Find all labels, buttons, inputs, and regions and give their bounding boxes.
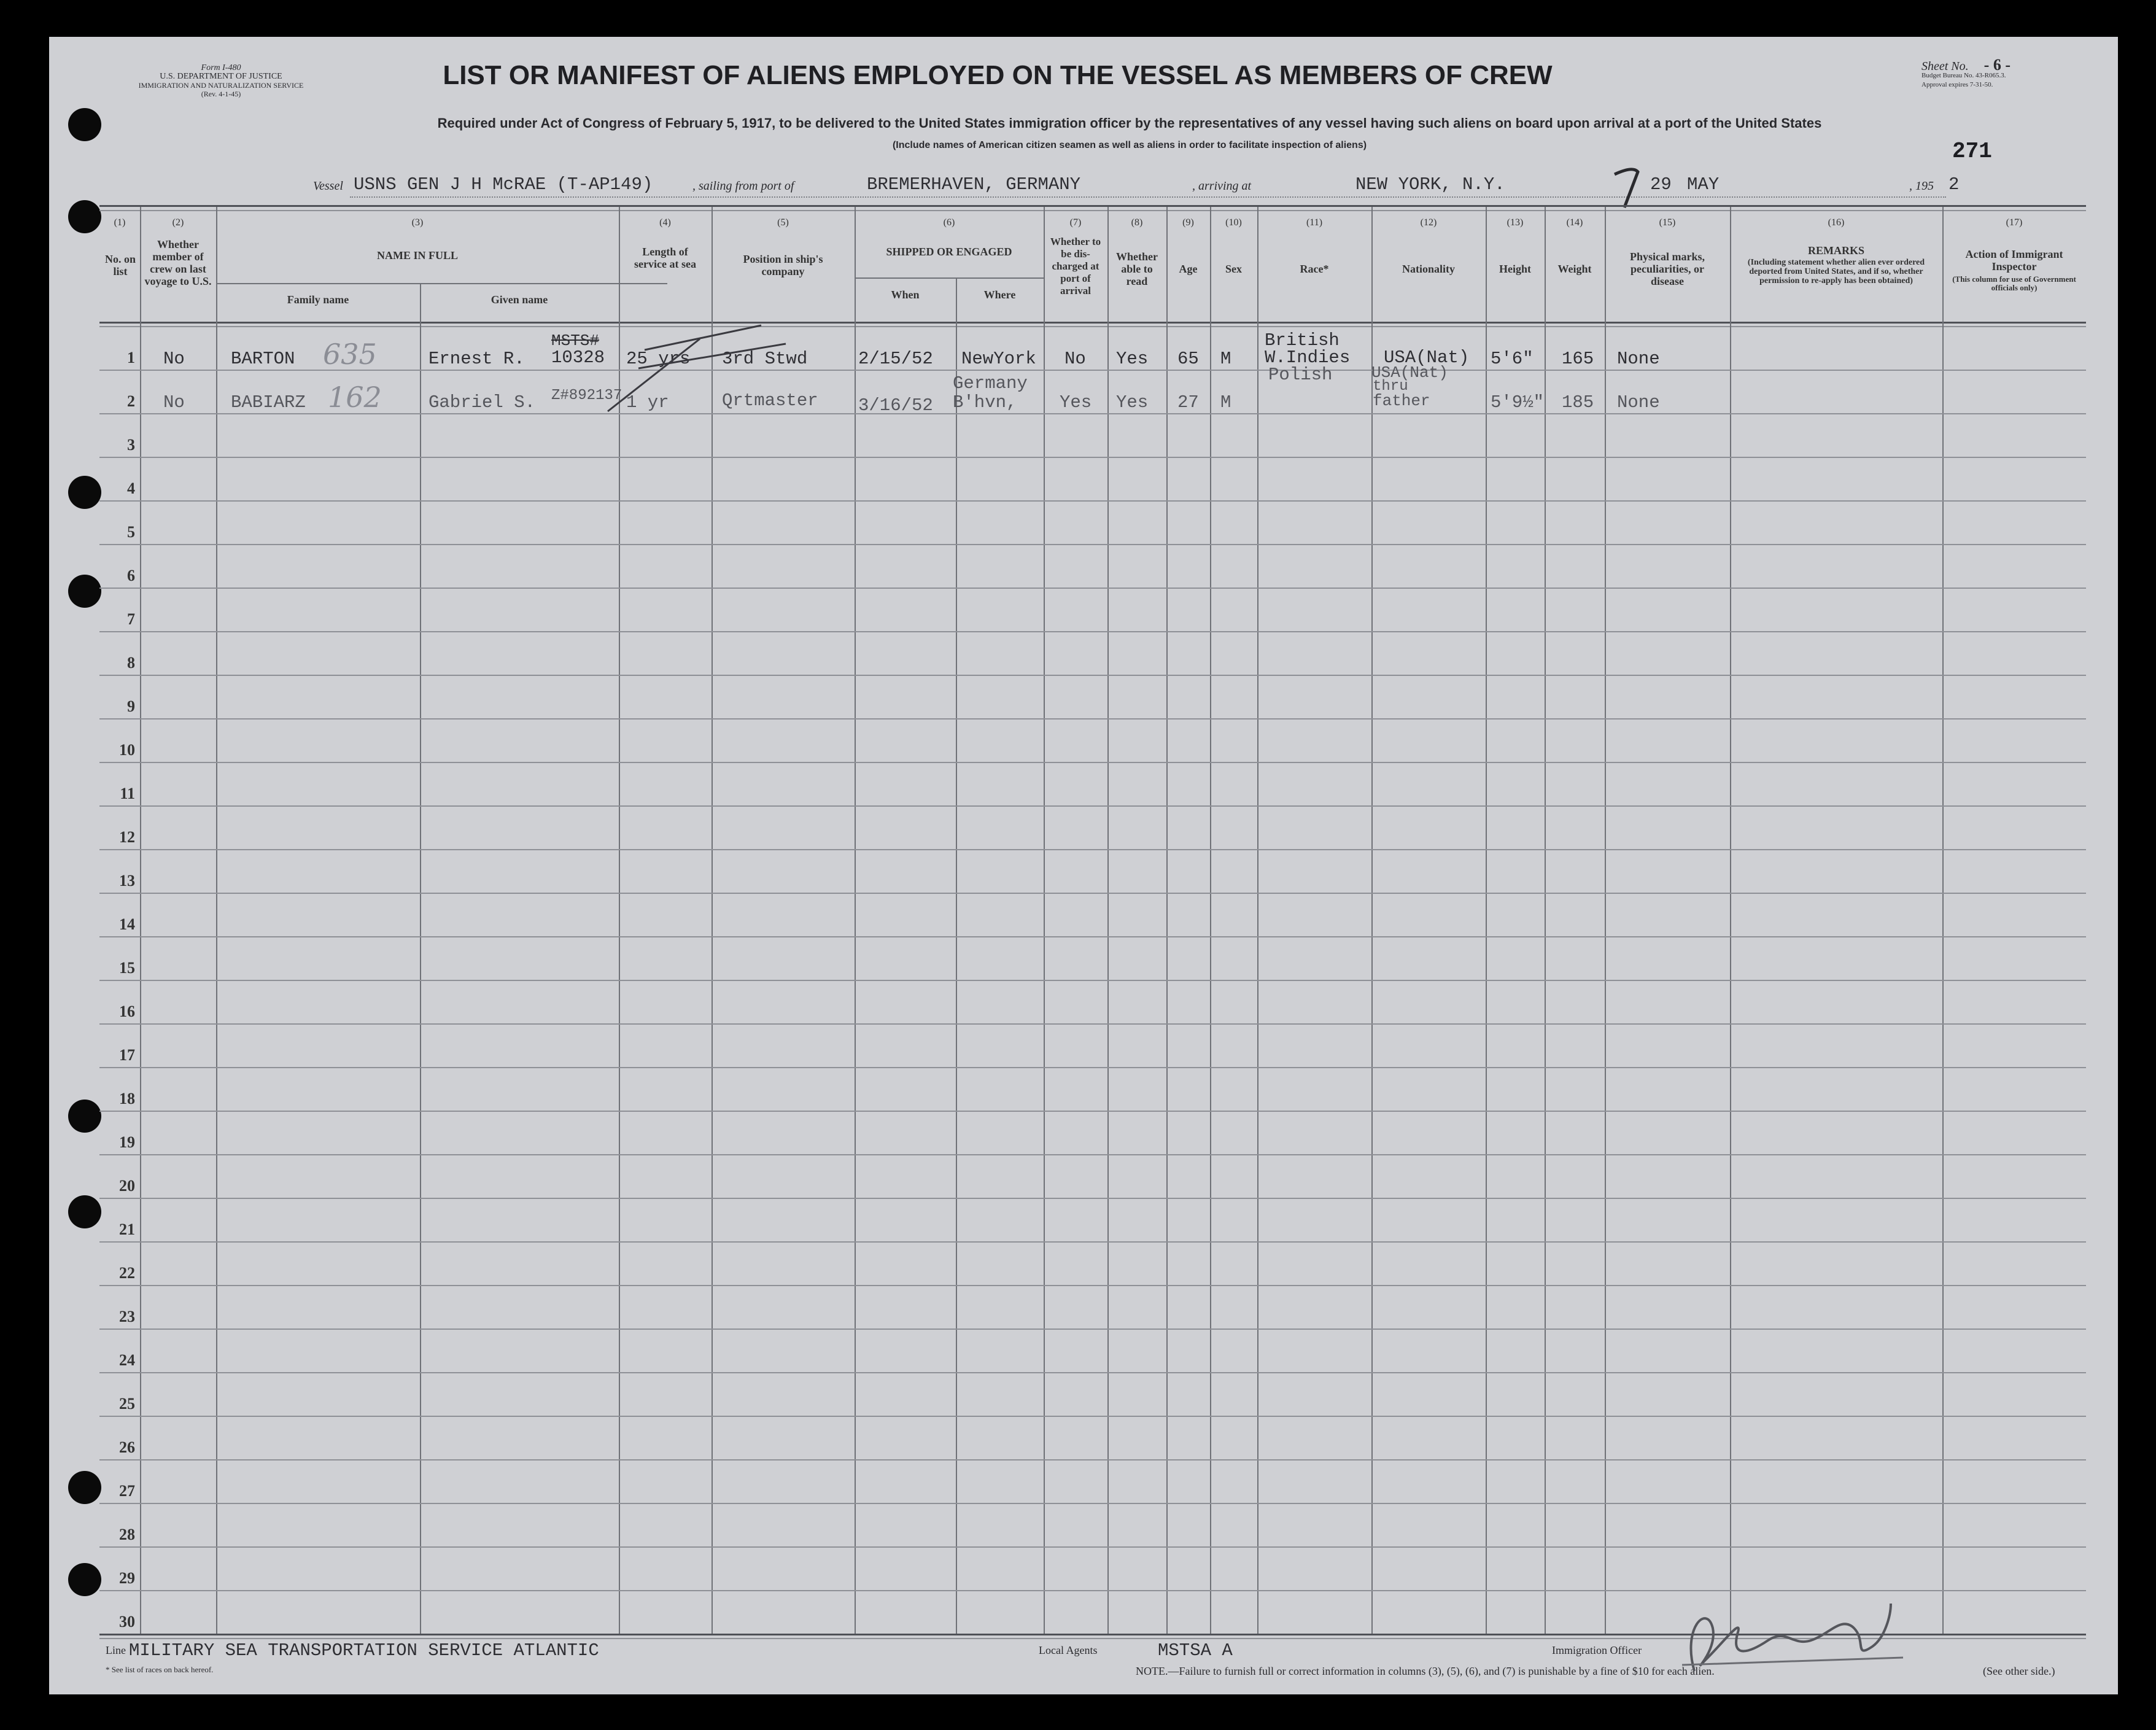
col-divider	[1371, 207, 1373, 1635]
binder-hole	[68, 1471, 101, 1504]
cell-where: B'hvn,	[953, 392, 1017, 413]
cell-service-length: 25 yrs	[626, 349, 691, 369]
footer-races-note: * See list of races on back hereof.	[106, 1665, 214, 1674]
sailing-port: BREMERHAVEN, GERMANY	[867, 174, 1081, 195]
col-divider	[216, 207, 217, 1635]
footer-line-label: Line	[106, 1644, 126, 1656]
row-rule	[99, 1372, 2086, 1373]
col-divider	[140, 207, 141, 1635]
row-number: 11	[120, 785, 135, 802]
row-number: 7	[127, 610, 135, 628]
row-rule	[99, 762, 2086, 763]
row-rule	[99, 1067, 2086, 1068]
cell-handwritten-number: 162	[328, 381, 382, 414]
row-number: 16	[119, 1003, 135, 1020]
row-number: 27	[119, 1482, 135, 1500]
footer-see-other: (See other side.)	[1983, 1665, 2055, 1677]
cell-race: Polish	[1268, 365, 1333, 385]
row-number: 10	[119, 741, 135, 759]
cell-height: 5'6"	[1491, 349, 1534, 369]
row-number: 23	[119, 1308, 135, 1325]
col-number: (10)	[1225, 217, 1242, 228]
form-revision: (Rev. 4-1-45)	[201, 90, 241, 98]
cell-race: British	[1265, 330, 1340, 351]
header-age: Age	[1179, 263, 1198, 275]
row-rule	[99, 1154, 2086, 1155]
col-number: (4)	[659, 217, 671, 228]
footer-agents-label: Local Agents	[1039, 1644, 1098, 1656]
row-rule	[99, 1416, 2086, 1417]
cell-member: No	[163, 349, 185, 369]
form-number: Form I-480	[201, 63, 241, 72]
row-rule	[99, 1285, 2086, 1286]
header-able-read: Whether able to read	[1116, 250, 1158, 287]
row-number: 2	[127, 392, 135, 410]
cell-family-name: BARTON	[231, 349, 295, 369]
row-number: 29	[119, 1569, 135, 1587]
row-rule	[99, 631, 2086, 632]
row-rule	[99, 675, 2086, 676]
binder-hole	[68, 575, 101, 608]
cell-nationality-3: father	[1373, 392, 1430, 410]
arrival-day: 29	[1650, 174, 1672, 195]
row-number: 17	[119, 1046, 135, 1064]
row-number: 18	[119, 1090, 135, 1107]
cell-family-name: BABIARZ	[231, 392, 306, 413]
col-divider	[1257, 207, 1258, 1635]
row-rule	[99, 370, 2086, 371]
vessel-name: USNS GEN J H McRAE (T-AP149)	[354, 174, 653, 195]
col-number: (11)	[1306, 217, 1323, 228]
row-number: 9	[127, 697, 135, 715]
sheet-info	[1921, 56, 2106, 90]
year-digit: 2	[1949, 174, 1960, 195]
row-number: 13	[119, 872, 135, 890]
cell-where-country: Germany	[953, 373, 1028, 394]
col-number: (2)	[172, 217, 184, 228]
col-number: (8)	[1131, 217, 1143, 228]
cell-when: 3/16/52	[858, 395, 933, 416]
row-number: 3	[127, 436, 135, 454]
col-number: (5)	[777, 217, 789, 228]
cell-physical: None	[1617, 349, 1660, 369]
col-divider	[1730, 207, 1731, 1635]
arrival-port: NEW YORK, N.Y.	[1355, 174, 1505, 195]
sheet-label: Sheet No.	[1921, 60, 1969, 73]
col-number: (15)	[1659, 217, 1676, 228]
col-number: (17)	[2006, 217, 2023, 228]
binder-hole	[68, 1563, 101, 1596]
col-divider	[1942, 207, 1944, 1635]
header-remarks: REMARKS	[1807, 244, 1864, 257]
form-id-block	[129, 64, 313, 98]
col-divider	[1210, 207, 1211, 1635]
row-number: 12	[119, 828, 135, 846]
col-divider	[712, 207, 713, 1635]
header-shipped: SHIPPED OR ENGAGED	[886, 246, 1012, 258]
header-remarks-note: (Including statement whether alien ever ordered deported from United States, and if so, whether permission to re-apply has been obtained)	[1747, 258, 1925, 285]
header-where: Where	[983, 289, 1016, 301]
cell-where: NewYork	[961, 349, 1036, 369]
sheet-number: - 6 -	[1983, 56, 2011, 74]
row-rule	[99, 893, 2086, 894]
header-whether-member: Whether member of crew on last voyage to U.S.	[144, 238, 212, 287]
cell-race-2: W.Indies	[1265, 347, 1351, 368]
header-weight: Weight	[1557, 263, 1592, 275]
cell-sex: M	[1220, 392, 1231, 413]
cell-when: 2/15/52	[858, 349, 933, 369]
col-number: (1)	[114, 217, 126, 228]
row-number: 28	[119, 1526, 135, 1543]
col-number: (14)	[1566, 217, 1583, 228]
header-sex: Sex	[1225, 263, 1242, 275]
cell-nationality-2: thru	[1373, 378, 1408, 395]
row-number: 25	[119, 1395, 135, 1413]
cell-age: 27	[1177, 392, 1199, 413]
col-divider	[1107, 207, 1109, 1635]
header-length-service: Length of service at sea	[634, 246, 696, 270]
col-number: (6)	[943, 217, 955, 228]
row-number: 20	[119, 1177, 135, 1195]
vessel-line	[313, 173, 1983, 198]
footer-officer-label: Immigration Officer	[1552, 1644, 1642, 1656]
name-subheader-rule	[216, 283, 667, 284]
header-action: Action of Immigrant Inspector	[1965, 248, 2063, 273]
row-rule	[99, 849, 2086, 850]
cell-nationality: USA(Nat)	[1371, 363, 1448, 382]
cell-position: Qrtmaster	[722, 390, 818, 411]
header-when: When	[891, 289, 920, 301]
cell-position: 3rd Stwd	[722, 349, 808, 369]
row-rule	[99, 718, 2086, 720]
footer-note: NOTE.—Failure to furnish full or correct information in columns (3), (5), (6), and (7) is punishable by a fine of $10 for each alien.	[1136, 1665, 1715, 1677]
shipped-subheader-rule	[855, 277, 1044, 279]
page-title: LIST OR MANIFEST OF ALIENS EMPLOYED ON THE VESSEL AS MEMBERS OF CREW	[443, 60, 1553, 90]
row-rule	[99, 980, 2086, 981]
row-number: 19	[119, 1133, 135, 1151]
binder-hole	[68, 476, 101, 509]
vessel-label: Vessel	[313, 179, 343, 193]
cell-card-label: MSTS#	[551, 332, 600, 350]
header-discharged: Whether to be dis-charged at port of arrival	[1050, 236, 1101, 297]
cell-handwritten-number: 635	[323, 338, 377, 371]
header-no-on-list: No. on list	[104, 253, 136, 277]
header-position: Position in ship's company	[743, 253, 823, 277]
stamp-number: 271	[1952, 139, 1992, 164]
cell-given-name: Ernest R.	[428, 349, 525, 369]
manifest-sheet	[49, 37, 2118, 1694]
binder-hole	[68, 200, 101, 233]
col-divider	[1044, 207, 1045, 1635]
handwritten-strokes	[602, 307, 816, 417]
col-number: (13)	[1506, 217, 1524, 228]
col-number: (9)	[1182, 217, 1194, 228]
col-divider	[619, 207, 620, 1635]
row-rule	[99, 413, 2086, 414]
col-divider	[1545, 207, 1546, 1635]
header-name-in-full: NAME IN FULL	[376, 249, 458, 262]
col-divider	[1605, 207, 1606, 1635]
include-note: (Include names of American citizen seamen as well as aliens in order to facilitate inspection of aliens)	[892, 140, 1367, 150]
header-bottom-rule-2	[99, 326, 2086, 327]
col-number: (7)	[1069, 217, 1082, 228]
cell-able-read: Yes	[1116, 349, 1149, 369]
row-rule	[99, 936, 2086, 937]
arrival-month: MAY	[1687, 174, 1720, 195]
row-number: 4	[127, 479, 135, 497]
row-number: 1	[127, 349, 135, 367]
footer-line: MILITARY SEA TRANSPORTATION SERVICE ATLANTIC	[129, 1640, 599, 1661]
cell-nationality: USA(Nat)	[1384, 347, 1470, 368]
header-bottom-rule	[99, 322, 2086, 324]
budget-bureau: Budget Bureau No. 43-R065.3.	[1921, 72, 2006, 79]
row-rule	[99, 1198, 2086, 1199]
cell-weight: 185	[1562, 392, 1594, 413]
row-rule	[99, 1546, 2086, 1548]
header-height: Height	[1499, 263, 1531, 275]
col-divider	[1166, 207, 1168, 1635]
cell-card-number: 10328	[551, 347, 605, 368]
col-divider	[956, 277, 957, 1635]
row-number: 14	[119, 915, 135, 933]
row-rule	[99, 544, 2086, 545]
row-rule	[99, 500, 2086, 502]
cell-sex: M	[1220, 349, 1231, 369]
row-number: 6	[127, 567, 135, 584]
cell-member: No	[163, 392, 185, 413]
row-number: 21	[119, 1220, 135, 1238]
row-rule	[99, 1329, 2086, 1330]
cell-physical: None	[1617, 392, 1660, 413]
row-rule	[99, 805, 2086, 807]
cell-weight: 165	[1562, 349, 1594, 369]
cell-able-read: Yes	[1116, 392, 1149, 413]
service-name: IMMIGRATION AND NATURALIZATION SERVICE	[138, 81, 304, 90]
row-number: 30	[119, 1613, 135, 1631]
row-rule	[99, 1241, 2086, 1243]
table-top-rule	[99, 205, 2086, 207]
header-action-note: (This column for use of Government officials only)	[1952, 274, 2076, 292]
year-prefix: , 195	[1909, 179, 1934, 193]
row-rule	[99, 1459, 2086, 1460]
header-given-name: Given name	[491, 293, 548, 306]
cell-age: 65	[1177, 349, 1199, 369]
row-number: 22	[119, 1264, 135, 1282]
col-divider	[420, 283, 421, 1635]
department-name: U.S. DEPARTMENT OF JUSTICE	[160, 72, 282, 81]
binder-hole	[68, 1100, 101, 1133]
cell-discharged: No	[1064, 349, 1086, 369]
cell-height: 5'9½"	[1491, 392, 1545, 413]
officer-signature	[1670, 1591, 1915, 1683]
subtitle: Required under Act of Congress of February 5, 1917, to be delivered to the United States immigration officer by the representatives of any vessel having such aliens on board upon arrival at a port of the United States	[437, 115, 1822, 131]
binder-hole	[68, 1195, 101, 1228]
header-family-name: Family name	[287, 293, 349, 306]
row-rule	[99, 1111, 2086, 1112]
col-divider	[855, 207, 856, 1635]
binder-hole	[68, 108, 101, 141]
cell-service-length: 1 yr	[626, 392, 669, 413]
arriving-label: , arriving at	[1192, 179, 1252, 193]
header-race: Race*	[1300, 263, 1329, 275]
row-rule	[99, 1023, 2086, 1025]
col-number: (3)	[411, 217, 424, 228]
col-number: (16)	[1828, 217, 1845, 228]
row-rule	[99, 588, 2086, 589]
cell-given-name: Gabriel S.	[428, 392, 536, 413]
col-divider	[1486, 207, 1487, 1635]
footer-agents: MSTSA A	[1158, 1640, 1233, 1661]
row-number: 24	[119, 1351, 135, 1369]
row-number: 15	[119, 959, 135, 977]
row-number: 8	[127, 654, 135, 672]
header-physical: Physical marks, peculiarities, or disease	[1629, 250, 1705, 287]
row-number: 26	[119, 1438, 135, 1456]
row-rule	[99, 1503, 2086, 1504]
table-top-rule-2	[99, 210, 2086, 211]
cell-card-number: Z#892137	[551, 387, 622, 404]
cell-discharged: Yes	[1060, 392, 1092, 413]
header-nationality: Nationality	[1402, 263, 1455, 275]
row-rule	[99, 457, 2086, 458]
col-number: (12)	[1420, 217, 1437, 228]
row-number: 5	[127, 523, 135, 541]
approval-expiry: Approval expires 7-31-50.	[1921, 81, 1993, 88]
vessel-underline	[350, 196, 1946, 198]
sailing-label: , sailing from port of	[692, 179, 794, 193]
